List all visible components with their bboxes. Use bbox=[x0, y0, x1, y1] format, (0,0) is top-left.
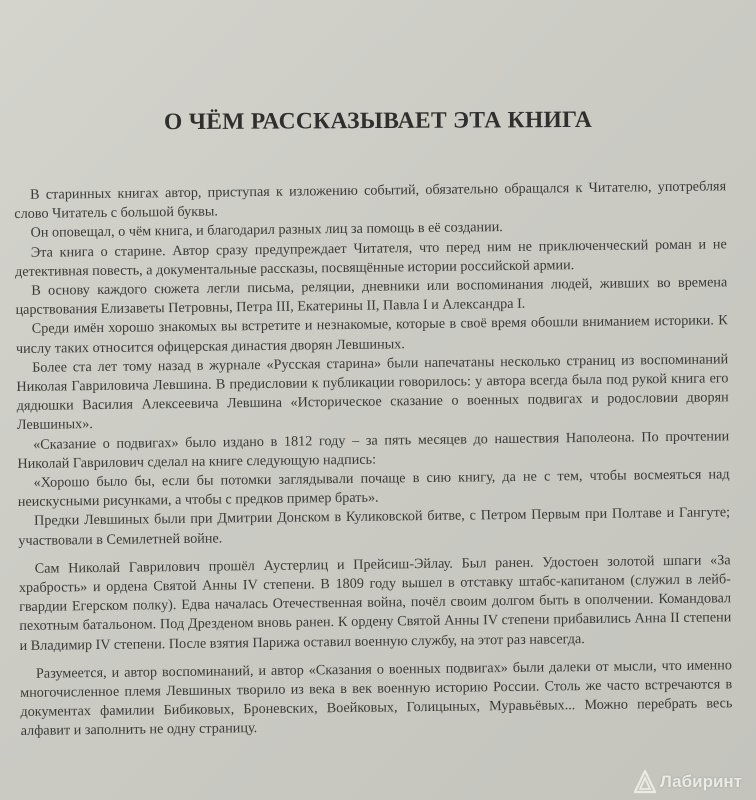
body-text bbox=[14, 177, 733, 741]
paragraph: «Сказание о подвигах» было издано в 1812 году – за пять месяцев до нашествия Наполеона. По прочтении Николай Гаврилович сделал на книге следующую надпись: bbox=[17, 427, 730, 472]
labyrinth-logo-icon bbox=[634, 770, 656, 794]
paragraph: Разумеется, и автор воспоминаний, и автор «Сказания о военных подвигах» были далеки от мысли, что именно многочисленное племя Левшиных творило из века в век военную историю России. Столь же часто встречаются в документах фамилии Бибиковых, Броневских, Воейковых, Голицыных, Муравьёвых... Можно перебрать весь алфавит и заполнить не одну страницу. bbox=[20, 657, 733, 740]
paragraph: Предки Левшиных были при Дмитрии Донском в Куликовской битве, с Петром Первым при Полтаве и Гангуте; участвовали в Семилетней войне. bbox=[18, 504, 731, 549]
paragraph: Более ста лет тому назад в журнале «Русская старина» были напечатаны несколько страниц из воспоминаний Николая Гавриловича Левшина. В предисловии к публикации говорилось: у автора всегда была под рукой книга его дядюшки Василия Алексеевича Левшина «Историческое сказание о военных подвигах и родословии дворян Левшиных». bbox=[16, 351, 729, 434]
labirint-watermark bbox=[634, 770, 742, 794]
page-heading: О ЧЁМ РАССКАЗЫВАЕТ ЭТА КНИГА bbox=[163, 106, 593, 136]
paragraph: Среди имён хорошо знакомых вы встретите и незнакомые, которые в своё время обошли вниманием историки. К числу таких относится офицерская династия дворян Левшиных. bbox=[15, 312, 728, 357]
paragraph: Сам Николай Гаврилович прошёл Аустерлиц и Прейсиш-Эйлау. Был ранен. Удостоен золотой шпаги «За храбрость» и ордена Святой Анны IV степени. В 1809 году вышел в отставку штабс-капитаном (служил в лейб-гвардии Егерском полку). Едва началась Отечественная война, почёл своим долгом быть в ополчении. Командовал пехотным батальоном. Под Дрезденом вновь ранен. К ордену Святой Анны IV степени прибавились Анна II степени и Владимир IV степени. После взятия Парижа оставил военную службу, на этот раз навсегда. bbox=[18, 552, 732, 654]
paragraph: В старинных книгах автор, приступая к изложению событий, обязательно обращался к Читателю, употребляя слово Читатель с большой буквы. bbox=[14, 178, 727, 223]
paragraph: Он оповещал, о чём книга, и благодарил разных лиц за помощь в её создании. bbox=[30, 219, 503, 242]
paragraph: Эта книга о старине. Автор сразу предупреждает Читателя, что перед ним не приключенческий роман и не детективная повесть, а документальные рассказы, посвящённые истории российской армии. bbox=[14, 235, 727, 280]
watermark-text: Лабиринт bbox=[659, 772, 742, 791]
paragraph: В основу каждого сюжета легли письма, реляции, дневники или воспоминания людей, живших во времена царствования Елизаветы Петровны, Петра III, Екатерины II, Павла I и Александра I. bbox=[15, 274, 728, 319]
paragraph: «Хорошо было бы, если бы потомки заглядывали почаще в сию книгу, да не с тем, чтобы восмеяться над неискусными рисунками, а чтобы с предков пример брать». bbox=[17, 466, 730, 511]
